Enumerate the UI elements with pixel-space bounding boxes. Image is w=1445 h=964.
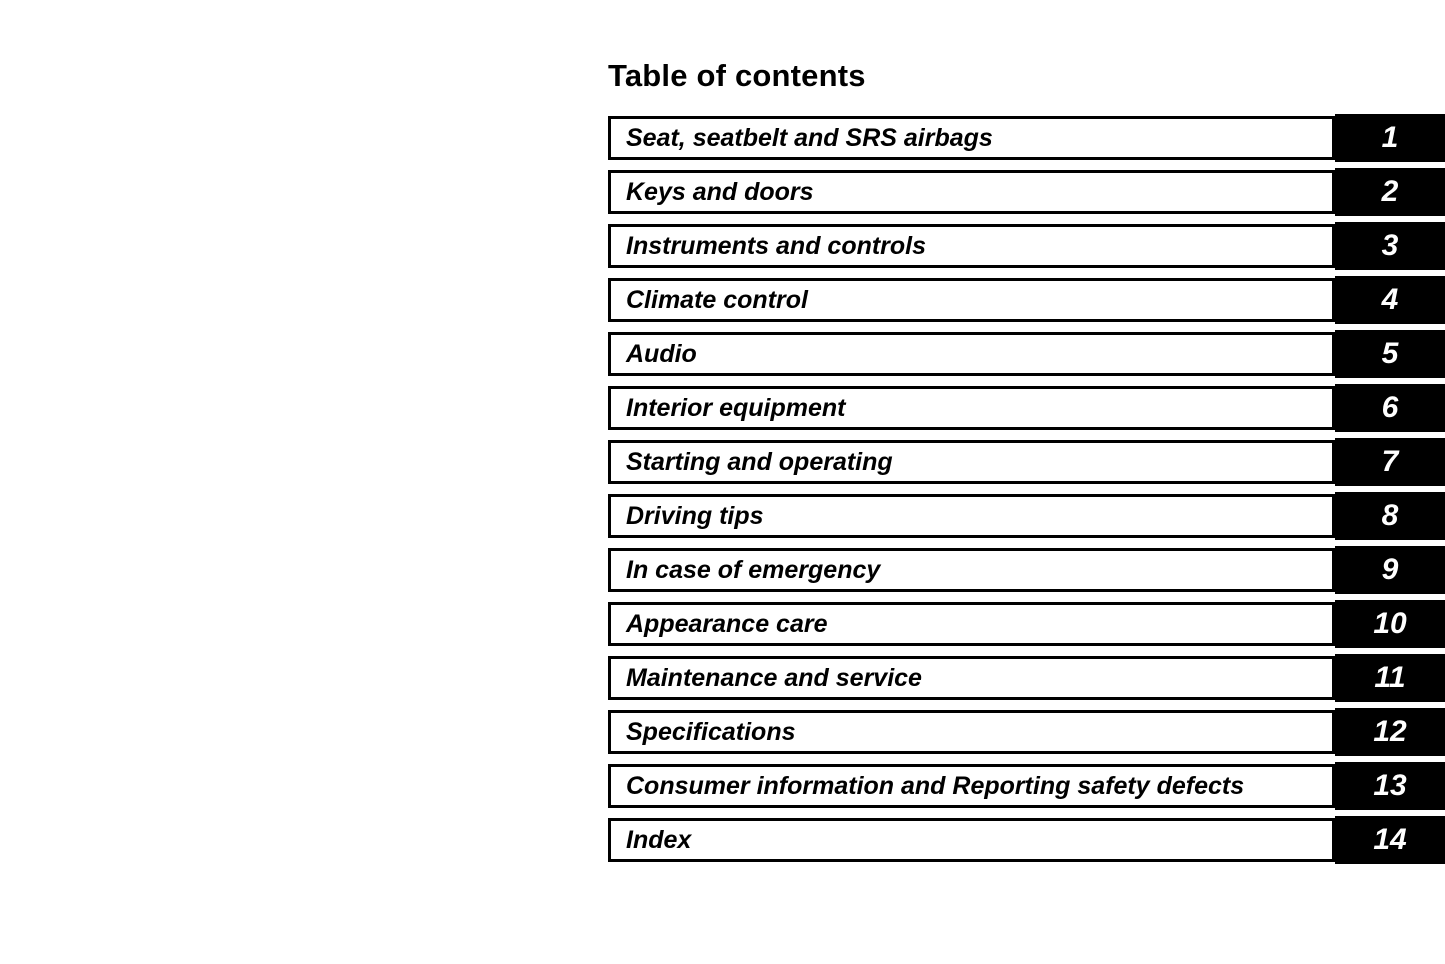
toc-entry-label: Audio [608,332,1335,376]
toc-entry-number: 14 [1335,816,1445,864]
toc-entry-number: 9 [1335,546,1445,594]
toc-entry-number: 3 [1335,222,1445,270]
toc-row [608,330,1445,378]
toc-entry-label: In case of emergency [608,548,1335,592]
toc-row [608,276,1445,324]
toc-row [608,816,1445,864]
toc-row [608,600,1445,648]
toc-entry-label: Driving tips [608,494,1335,538]
toc-entry-number: 4 [1335,276,1445,324]
page-title: Table of contents [608,58,866,93]
toc-entry-label: Instruments and controls [608,224,1335,268]
toc-entry-number: 6 [1335,384,1445,432]
toc-row [608,438,1445,486]
toc-row [608,114,1445,162]
toc-row [608,222,1445,270]
toc-row [608,762,1445,810]
toc-row [608,492,1445,540]
toc-entry-label: Maintenance and service [608,656,1335,700]
toc-entry-label: Index [608,818,1335,862]
toc-entry-label: Appearance care [608,602,1335,646]
toc-entry-label: Keys and doors [608,170,1335,214]
toc-entry-label: Interior equipment [608,386,1335,430]
toc-row [608,654,1445,702]
toc-entry-number: 10 [1335,600,1445,648]
toc-entry-number: 1 [1335,114,1445,162]
toc-entry-number: 5 [1335,330,1445,378]
toc-entry-number: 11 [1335,654,1445,702]
table-of-contents [608,114,1445,870]
toc-entry-label: Climate control [608,278,1335,322]
toc-entry-label: Starting and operating [608,440,1335,484]
toc-entry-number: 12 [1335,708,1445,756]
toc-entry-number: 7 [1335,438,1445,486]
toc-entry-label: Seat, seatbelt and SRS airbags [608,116,1335,160]
toc-entry-number: 8 [1335,492,1445,540]
toc-entry-label: Specifications [608,710,1335,754]
toc-entry-number: 2 [1335,168,1445,216]
toc-entry-label: Consumer information and Reporting safety defects [608,764,1335,808]
toc-row [608,168,1445,216]
toc-row [608,708,1445,756]
toc-entry-number: 13 [1335,762,1445,810]
toc-row [608,384,1445,432]
toc-row [608,546,1445,594]
